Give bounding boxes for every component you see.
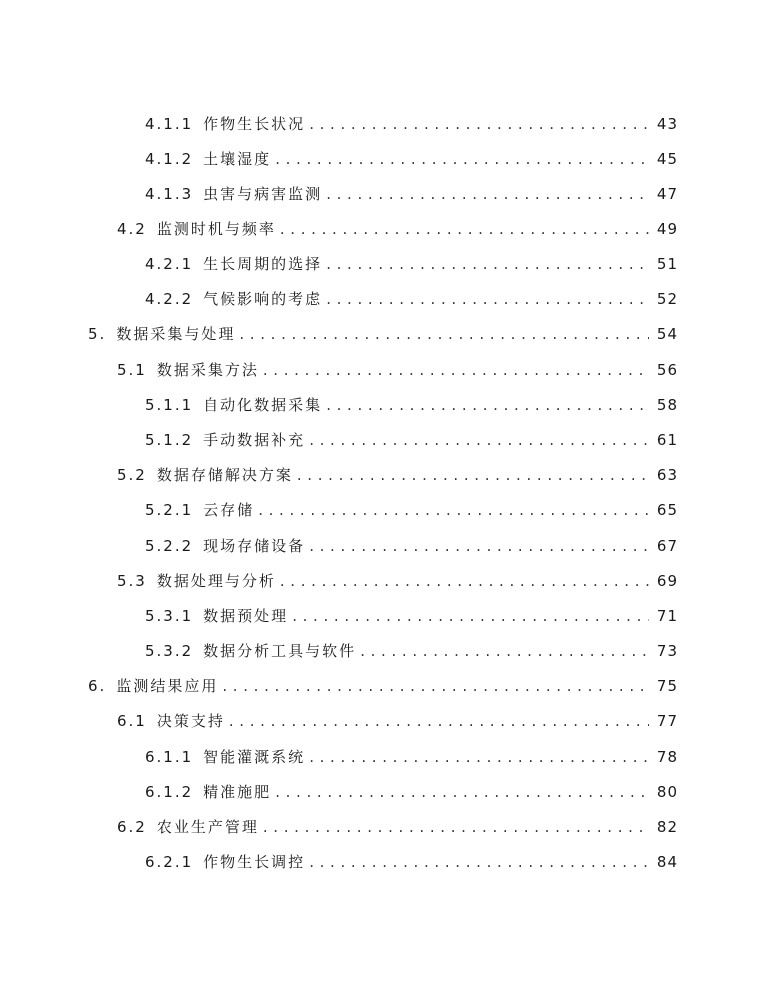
dot-leader	[309, 431, 649, 449]
toc-entry[interactable]	[117, 816, 678, 840]
section-number: 6.	[88, 677, 107, 695]
toc-entry[interactable]	[145, 429, 678, 453]
page-number: 84	[656, 853, 678, 871]
toc-entry[interactable]	[117, 570, 678, 594]
section-title: 数据采集与处理	[116, 325, 236, 343]
page-number: 63	[656, 466, 678, 484]
page-number: 51	[656, 255, 678, 273]
section-number: 5.3.1	[145, 607, 194, 625]
toc-entry[interactable]	[145, 851, 678, 875]
section-number: 5.1.2	[145, 431, 194, 449]
page-number: 56	[656, 361, 678, 379]
toc-entry[interactable]	[145, 746, 678, 770]
page-number: 77	[656, 712, 678, 730]
section-number: 4.1.2	[145, 150, 194, 168]
section-number: 5.1	[117, 361, 147, 379]
dot-leader	[326, 290, 649, 308]
dot-leader	[309, 853, 649, 871]
dot-leader	[275, 150, 649, 168]
dot-leader	[360, 642, 649, 660]
section-title: 云存储	[203, 501, 255, 519]
dot-leader	[309, 748, 649, 766]
page-number: 75	[656, 677, 678, 695]
toc-entry[interactable]	[145, 288, 678, 312]
section-title: 精准施肥	[203, 783, 272, 801]
section-number: 5.	[88, 325, 107, 343]
dot-leader	[229, 712, 649, 730]
section-title: 数据分析工具与软件	[203, 642, 357, 660]
section-title: 数据存储解决方案	[156, 466, 293, 484]
page-number: 80	[656, 783, 678, 801]
section-number: 4.1.1	[145, 115, 194, 133]
dot-leader	[275, 783, 649, 801]
section-number: 4.2.2	[145, 290, 194, 308]
toc-entry[interactable]	[88, 675, 678, 699]
dot-leader	[239, 325, 649, 343]
page-number: 58	[656, 396, 678, 414]
toc-entry[interactable]	[145, 781, 678, 805]
section-title: 数据预处理	[203, 607, 289, 625]
page-number: 54	[656, 325, 678, 343]
page-number: 45	[656, 150, 678, 168]
section-title: 土壤湿度	[203, 150, 272, 168]
page-number: 49	[656, 220, 678, 238]
section-title: 气候影响的考虑	[203, 290, 323, 308]
dot-leader	[263, 361, 649, 379]
toc-entry[interactable]	[145, 113, 678, 137]
page-number: 47	[656, 185, 678, 203]
dot-leader	[280, 220, 649, 238]
section-number: 5.3.2	[145, 642, 194, 660]
dot-leader	[309, 537, 649, 555]
section-title: 智能灌溉系统	[203, 748, 306, 766]
dot-leader	[263, 818, 649, 836]
section-number: 5.2	[117, 466, 147, 484]
dot-leader	[292, 607, 649, 625]
page-number: 67	[656, 537, 678, 555]
section-title: 生长周期的选择	[203, 255, 323, 273]
section-title: 数据采集方法	[156, 361, 259, 379]
dot-leader	[258, 501, 649, 519]
section-title: 农业生产管理	[156, 818, 259, 836]
section-number: 6.2.1	[145, 853, 194, 871]
section-title: 自动化数据采集	[203, 396, 323, 414]
section-title: 监测结果应用	[116, 677, 219, 695]
dot-leader	[280, 572, 649, 590]
page-number: 71	[656, 607, 678, 625]
section-number: 6.1.1	[145, 748, 194, 766]
page-number: 52	[656, 290, 678, 308]
section-number: 4.1.3	[145, 185, 194, 203]
section-title: 虫害与病害监测	[203, 185, 323, 203]
section-number: 5.3	[117, 572, 147, 590]
page-number: 65	[656, 501, 678, 519]
section-title: 监测时机与频率	[156, 220, 276, 238]
toc-entry[interactable]	[117, 218, 678, 242]
toc-entry[interactable]	[145, 640, 678, 664]
dot-leader	[309, 115, 649, 133]
toc-entry[interactable]	[145, 183, 678, 207]
toc-entry[interactable]	[145, 535, 678, 559]
section-title: 作物生长调控	[203, 853, 306, 871]
section-title: 现场存储设备	[203, 537, 306, 555]
section-number: 4.2	[117, 220, 147, 238]
dot-leader	[326, 255, 649, 273]
section-title: 数据处理与分析	[156, 572, 276, 590]
section-number: 6.2	[117, 818, 147, 836]
section-title: 作物生长状况	[203, 115, 306, 133]
toc-entry[interactable]	[145, 499, 678, 523]
dot-leader	[326, 185, 649, 203]
section-number: 4.2.1	[145, 255, 194, 273]
toc-entry[interactable]	[117, 359, 678, 383]
toc-entry[interactable]	[145, 253, 678, 277]
section-number: 5.1.1	[145, 396, 194, 414]
section-number: 5.2.2	[145, 537, 194, 555]
dot-leader	[297, 466, 649, 484]
section-number: 6.1	[117, 712, 147, 730]
page-number: 43	[656, 115, 678, 133]
section-title: 决策支持	[156, 712, 225, 730]
toc-entry[interactable]	[145, 148, 678, 172]
section-number: 5.2.1	[145, 501, 194, 519]
toc-entry[interactable]	[145, 605, 678, 629]
page-number: 69	[656, 572, 678, 590]
page-number: 61	[656, 431, 678, 449]
page-number: 78	[656, 748, 678, 766]
section-number: 6.1.2	[145, 783, 194, 801]
dot-leader	[222, 677, 649, 695]
toc-entry[interactable]	[117, 464, 678, 488]
page-number: 73	[656, 642, 678, 660]
toc-entry[interactable]	[145, 394, 678, 418]
toc-entry[interactable]	[117, 710, 678, 734]
section-title: 手动数据补充	[203, 431, 306, 449]
page-number: 82	[656, 818, 678, 836]
dot-leader	[326, 396, 649, 414]
toc-entry[interactable]	[88, 323, 678, 347]
